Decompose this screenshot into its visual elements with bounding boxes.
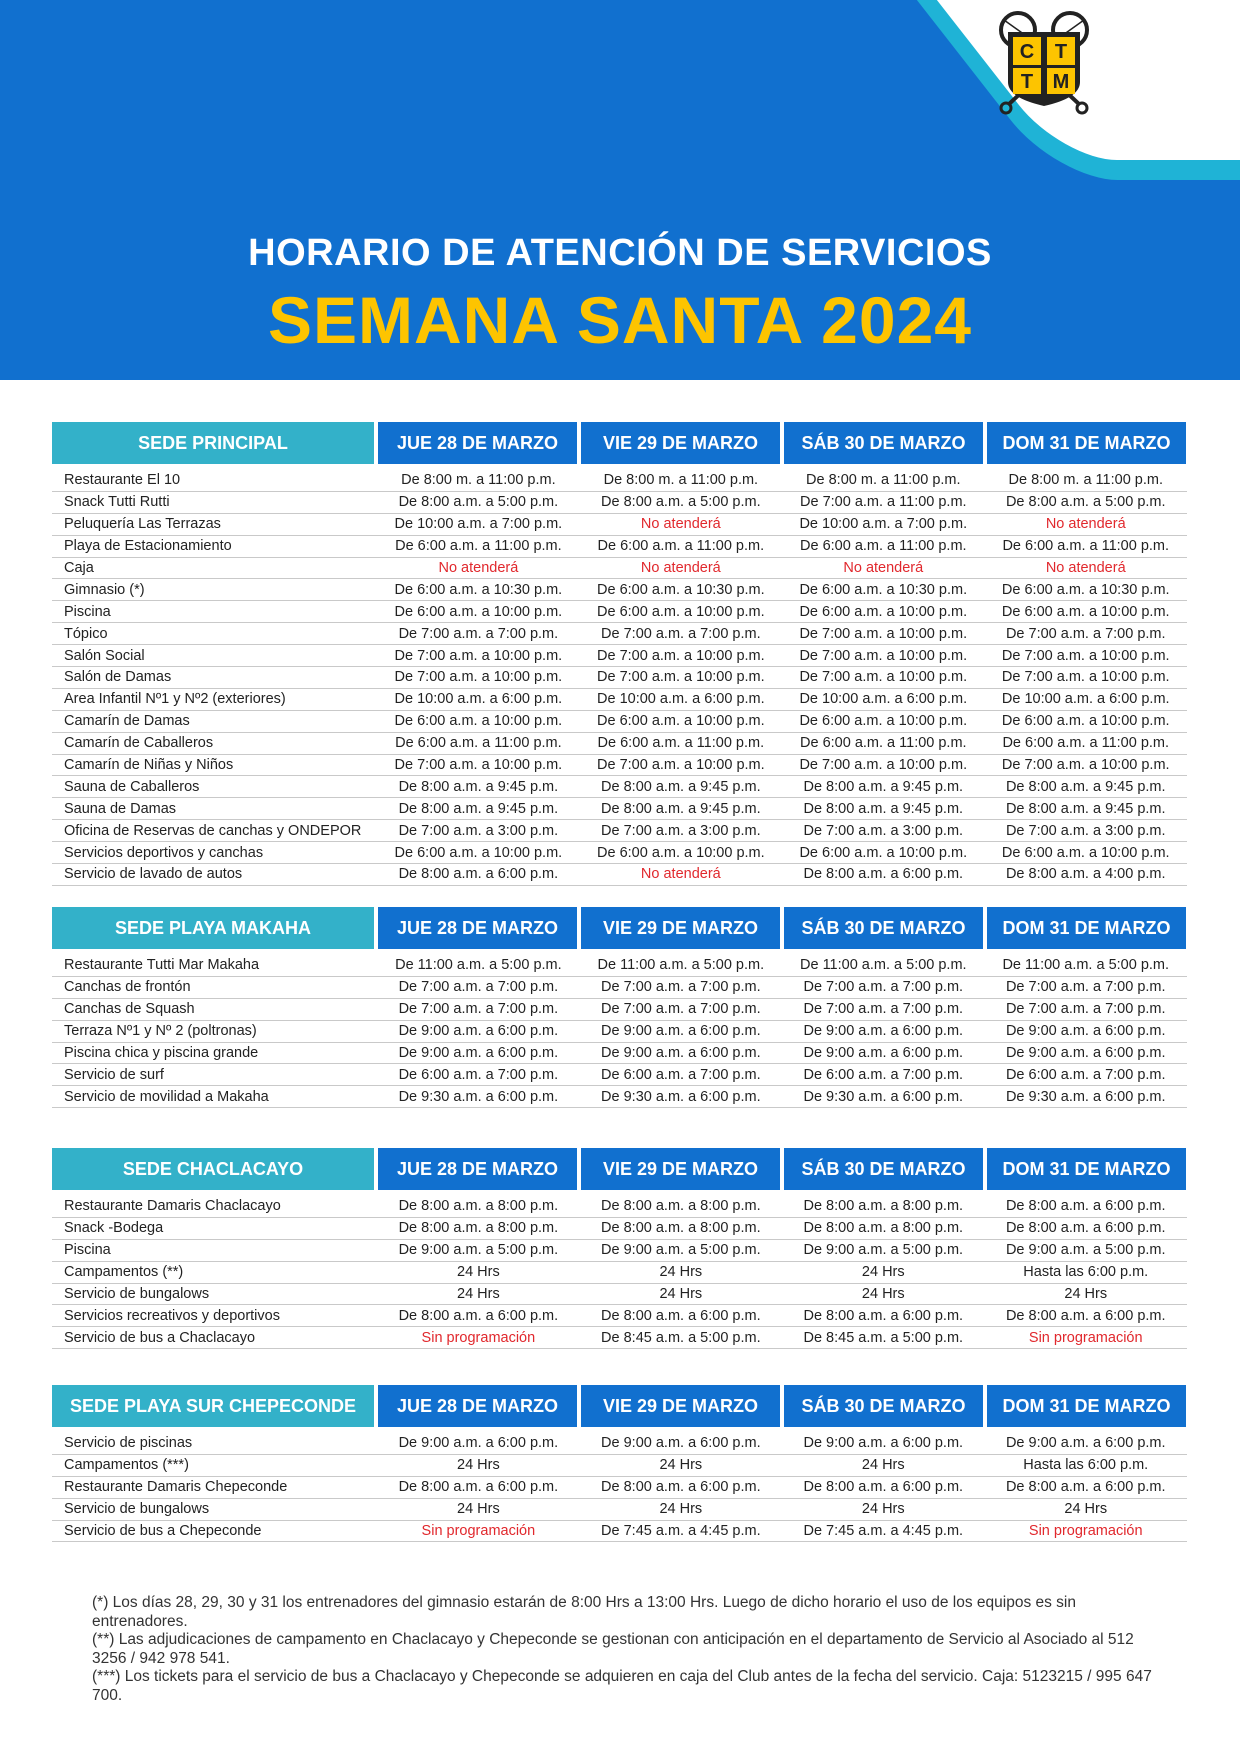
schedule-cell: Hasta las 6:00 p.m. — [1023, 1264, 1149, 1281]
schedule-cell: No atenderá — [1045, 516, 1126, 533]
schedule-cell: 24 Hrs — [457, 1501, 500, 1518]
schedule-cell: De 8:00 m. a 11:00 p.m. — [806, 472, 961, 489]
schedule-cell: De 11:00 a.m. a 5:00 p.m. — [597, 957, 765, 974]
schedule-cell: De 7:45 a.m. a 4:45 p.m. — [601, 1523, 761, 1539]
schedule-cell: De 9:30 a.m. a 6:00 p.m. — [803, 1088, 964, 1105]
schedule-cell: 24 Hrs — [1064, 1286, 1108, 1302]
section-rows — [52, 470, 1187, 886]
schedule-cell: 24 Hrs — [861, 1286, 905, 1302]
schedule-cell: De 6:00 a.m. a 10:00 p.m. — [597, 603, 765, 620]
schedule-cell: De 8:45 a.m. a 5:00 p.m. — [601, 1329, 761, 1346]
schedule-cell: De 8:00 a.m. a 6:00 p.m. — [398, 1479, 559, 1496]
table-row — [52, 558, 1187, 580]
schedule-cell: De 10:00 a.m. a 6:00 p.m. — [394, 691, 563, 708]
table-row — [52, 1327, 1187, 1349]
schedule-cell: 24 Hrs — [861, 1501, 905, 1518]
section-title: SEDE CHACLACAYO — [52, 1148, 374, 1190]
schedule-cell: De 8:00 a.m. a 9:45 p.m. — [398, 800, 559, 817]
service-name: Servicio de surf — [64, 1066, 164, 1083]
table-row — [52, 1305, 1187, 1327]
schedule-cell: De 6:00 a.m. a 10:30 p.m. — [1001, 581, 1170, 598]
schedule-cell: De 10:00 a.m. a 6:00 p.m. — [1001, 691, 1170, 708]
table-row — [52, 955, 1187, 977]
table-row — [52, 1433, 1187, 1455]
schedule-cell: De 6:00 a.m. a 10:00 p.m. — [394, 603, 563, 620]
section-title: SEDE PLAYA MAKAHA — [52, 907, 374, 949]
schedule-cell: De 8:00 m. a 11:00 p.m. — [603, 472, 759, 489]
service-name: Peluquería Las Terrazas — [64, 516, 221, 533]
day-header: DOM 31 DE MARZO — [987, 1385, 1186, 1427]
section-title: SEDE PRINCIPAL — [52, 422, 374, 464]
schedule-cell: De 6:00 a.m. a 11:00 p.m. — [1002, 735, 1170, 752]
schedule-cell: De 8:00 a.m. a 9:45 p.m. — [803, 778, 964, 795]
schedule-cell: De 7:00 a.m. a 7:00 p.m. — [601, 625, 761, 642]
service-name: Oficina de Reservas de canchas y ONDEPOR — [64, 822, 362, 839]
schedule-cell: De 7:00 a.m. a 7:00 p.m. — [601, 1001, 761, 1018]
schedule-cell: De 9:30 a.m. a 6:00 p.m. — [398, 1088, 559, 1105]
schedule-cell: De 10:00 a.m. a 7:00 p.m. — [799, 516, 968, 533]
schedule-cell: De 6:00 a.m. a 11:00 p.m. — [597, 735, 765, 752]
schedule-cell: Sin programación — [421, 1329, 536, 1346]
section-title: SEDE PLAYA SUR CHEPECONDE — [52, 1385, 374, 1427]
service-name: Restaurante Tutti Mar Makaha — [64, 957, 260, 974]
schedule-cell: De 6:00 a.m. a 10:30 p.m. — [597, 581, 765, 598]
schedule-cell: De 6:00 a.m. a 10:00 p.m. — [597, 713, 765, 730]
footnote-3: (***) Los tickets para el servicio de bus a Chaclacayo y Chepeconde se adquieren en caja del Club antes de la fecha del servicio. Caja: 5123215 / 995 647 700. — [92, 1668, 1152, 1704]
schedule-cell: De 6:00 a.m. a 11:00 p.m. — [395, 735, 562, 752]
day-header: JUE 28 DE MARZO — [378, 1385, 577, 1427]
svg-text:T: T — [1054, 41, 1068, 63]
table-row — [52, 1043, 1187, 1065]
schedule-cell: De 7:00 a.m. a 10:00 p.m. — [597, 647, 765, 664]
schedule-cell: De 7:00 a.m. a 10:00 p.m. — [394, 647, 563, 664]
schedule-cell: De 9:00 a.m. a 6:00 p.m. — [601, 1023, 761, 1040]
schedule-cell: De 7:00 a.m. a 7:00 p.m. — [1005, 1001, 1166, 1018]
service-name: Area Infantil Nº1 y Nº2 (exteriores) — [64, 691, 286, 708]
svg-text:C: C — [1019, 41, 1035, 63]
footnote-1: (*) Los días 28, 29, 30 y 31 los entrenadores del gimnasio estarán de 8:00 Hrs a 13:00 Hrs. Luego de dicho horario el uso de los equipos es sin entrenadores. — [92, 1594, 1076, 1630]
service-name: Campamentos (**) — [64, 1264, 184, 1281]
table-row — [52, 1021, 1187, 1043]
schedule-cell: De 8:00 a.m. a 5:00 p.m. — [601, 494, 761, 511]
schedule-cell: De 6:00 a.m. a 7:00 p.m. — [601, 1066, 761, 1083]
service-name: Piscina — [64, 603, 111, 620]
table-row — [52, 514, 1187, 536]
day-header: VIE 29 DE MARZO — [581, 907, 780, 949]
schedule-cell: De 8:00 a.m. a 8:00 p.m. — [601, 1220, 761, 1237]
schedule-cell: 24 Hrs — [659, 1457, 703, 1474]
service-name: Servicio de bungalows — [64, 1286, 210, 1302]
schedule-cell: 24 Hrs — [1064, 1501, 1108, 1518]
table-row — [52, 1477, 1187, 1499]
table-row — [52, 798, 1187, 820]
schedule-cell: De 8:00 a.m. a 5:00 p.m. — [1005, 494, 1166, 511]
schedule-cell: De 6:00 a.m. a 11:00 p.m. — [395, 538, 562, 555]
schedule-cell: De 8:00 a.m. a 9:45 p.m. — [601, 800, 761, 817]
schedule-cell: De 6:00 a.m. a 7:00 p.m. — [1005, 1066, 1166, 1083]
service-name: Canchas de Squash — [64, 1001, 195, 1018]
service-name: Salón de Damas — [64, 669, 172, 686]
schedule-cell: De 7:00 a.m. a 10:00 p.m. — [394, 669, 563, 686]
service-name: Sauna de Caballeros — [64, 778, 200, 795]
schedule-cell: De 7:00 a.m. a 7:00 p.m. — [398, 1001, 559, 1018]
table-row — [52, 1521, 1187, 1543]
service-name: Camarín de Caballeros — [64, 735, 214, 752]
service-name: Piscina — [64, 1242, 111, 1259]
schedule-cell: De 8:00 a.m. a 6:00 p.m. — [803, 1307, 964, 1324]
schedule-cell: De 8:00 a.m. a 6:00 p.m. — [803, 866, 964, 883]
schedule-cell: De 7:00 a.m. a 7:00 p.m. — [803, 979, 964, 996]
service-name: Caja — [64, 560, 94, 576]
schedule-cell: No atenderá — [843, 560, 924, 576]
day-header: VIE 29 DE MARZO — [581, 1385, 780, 1427]
table-row — [52, 755, 1187, 777]
schedule-cell: De 8:00 a.m. a 6:00 p.m. — [1005, 1198, 1166, 1215]
schedule-cell: De 6:00 a.m. a 10:30 p.m. — [394, 581, 563, 598]
service-name: Salón Social — [64, 647, 145, 664]
service-name: Gimnasio (*) — [64, 581, 145, 598]
schedule-cell: De 6:00 a.m. a 10:00 p.m. — [799, 713, 968, 730]
schedule-cell: De 9:00 a.m. a 6:00 p.m. — [1005, 1023, 1166, 1040]
schedule-cell: No atenderá — [640, 516, 721, 533]
table-row — [52, 842, 1187, 864]
schedule-cell: De 8:00 a.m. a 6:00 p.m. — [601, 1307, 761, 1324]
schedule-cell: De 8:00 a.m. a 8:00 p.m. — [398, 1220, 559, 1237]
table-row — [52, 536, 1187, 558]
service-name: Servicio de piscinas — [64, 1435, 193, 1452]
schedule-cell: Sin programación — [1028, 1523, 1143, 1539]
table-row — [52, 776, 1187, 798]
schedule-cell: De 11:00 a.m. a 5:00 p.m. — [1002, 957, 1170, 974]
table-row — [52, 820, 1187, 842]
schedule-section — [52, 422, 1187, 886]
schedule-cell: De 9:00 a.m. a 6:00 p.m. — [601, 1435, 761, 1452]
service-name: Campamentos (***) — [64, 1457, 189, 1474]
table-row — [52, 667, 1187, 689]
schedule-cell: De 9:00 a.m. a 5:00 p.m. — [1005, 1242, 1166, 1259]
schedule-cell: De 7:00 a.m. a 10:00 p.m. — [1001, 757, 1170, 774]
table-row — [52, 864, 1187, 886]
schedule-cell: 24 Hrs — [659, 1264, 703, 1281]
schedule-cell: De 6:00 a.m. a 10:00 p.m. — [1001, 844, 1170, 861]
title-line-2: SEMANA SANTA 2024 — [267, 283, 973, 357]
schedule-cell: De 8:45 a.m. a 5:00 p.m. — [803, 1329, 964, 1346]
day-header: DOM 31 DE MARZO — [987, 1148, 1186, 1190]
schedule-cell: No atenderá — [1045, 560, 1126, 576]
schedule-cell: De 8:00 a.m. a 8:00 p.m. — [601, 1198, 761, 1215]
service-name: Camarín de Damas — [64, 713, 190, 730]
schedule-cell: De 10:00 a.m. a 6:00 p.m. — [597, 691, 765, 708]
service-name: Terraza Nº1 y Nº 2 (poltronas) — [64, 1023, 257, 1040]
day-header: DOM 31 DE MARZO — [987, 907, 1186, 949]
table-row — [52, 733, 1187, 755]
schedule-cell: 24 Hrs — [659, 1286, 703, 1302]
table-row — [52, 711, 1187, 733]
schedule-cell: De 7:00 a.m. a 3:00 p.m. — [601, 822, 761, 839]
table-row — [52, 1284, 1187, 1306]
schedule-cell: De 8:00 a.m. a 6:00 p.m. — [398, 866, 559, 883]
schedule-cell: De 7:00 a.m. a 3:00 p.m. — [1005, 822, 1166, 839]
table-row — [52, 999, 1187, 1021]
footnotes — [92, 1594, 1162, 1705]
header-banner — [0, 0, 1240, 380]
schedule-cell: De 6:00 a.m. a 10:00 p.m. — [394, 713, 563, 730]
service-name: Camarín de Niñas y Niños — [64, 757, 234, 774]
schedule-section — [52, 907, 1187, 1108]
table-row — [52, 492, 1187, 514]
table-row — [52, 1262, 1187, 1284]
schedule-cell: De 8:00 a.m. a 9:45 p.m. — [398, 778, 559, 795]
schedule-cell: De 6:00 a.m. a 10:00 p.m. — [1001, 603, 1170, 620]
schedule-cell: De 6:00 a.m. a 10:00 p.m. — [394, 844, 563, 861]
schedule-cell: De 8:00 a.m. a 9:45 p.m. — [601, 778, 761, 795]
schedule-cell: De 9:00 a.m. a 6:00 p.m. — [803, 1045, 964, 1061]
day-header: SÁB 30 DE MARZO — [784, 1148, 983, 1190]
service-name: Servicios deportivos y canchas — [64, 844, 264, 861]
schedule-cell: De 6:00 a.m. a 10:00 p.m. — [799, 844, 968, 861]
schedule-cell: De 8:00 a.m. a 9:45 p.m. — [803, 800, 964, 817]
schedule-cell: De 9:00 a.m. a 5:00 p.m. — [601, 1242, 761, 1259]
service-name: Piscina chica y piscina grande — [64, 1045, 259, 1061]
table-row — [52, 1499, 1187, 1521]
service-name: Tópico — [64, 625, 108, 642]
schedule-cell: De 7:45 a.m. a 4:45 p.m. — [803, 1523, 964, 1539]
schedule-cell: De 9:00 a.m. a 5:00 p.m. — [398, 1242, 559, 1259]
schedule-cell: De 7:00 a.m. a 7:00 p.m. — [1005, 979, 1166, 996]
table-row — [52, 645, 1187, 667]
schedule-cell: De 8:00 a.m. a 6:00 p.m. — [398, 1307, 559, 1324]
schedule-cell: De 7:00 a.m. a 7:00 p.m. — [398, 625, 559, 642]
table-row — [52, 1064, 1187, 1086]
table-row — [52, 977, 1187, 999]
schedule-cell: De 7:00 a.m. a 10:00 p.m. — [597, 757, 765, 774]
schedule-cell: 24 Hrs — [861, 1457, 905, 1474]
schedule-cell: 24 Hrs — [457, 1264, 500, 1281]
service-name: Servicio de bungalows — [64, 1501, 210, 1518]
schedule-cell: De 9:00 a.m. a 6:00 p.m. — [398, 1023, 559, 1040]
schedule-cell: De 6:00 a.m. a 7:00 p.m. — [803, 1066, 964, 1083]
day-header: VIE 29 DE MARZO — [581, 422, 780, 464]
schedule-cell: De 7:00 a.m. a 10:00 p.m. — [1001, 669, 1170, 686]
table-row — [52, 601, 1187, 623]
cttm-logo — [994, 10, 1094, 120]
schedule-cell: De 8:00 a.m. a 9:45 p.m. — [1005, 778, 1166, 795]
service-name: Sauna de Damas — [64, 800, 177, 817]
schedule-cell: Sin programación — [421, 1523, 536, 1539]
schedule-section — [52, 1385, 1187, 1542]
table-row — [52, 1086, 1187, 1108]
schedule-section — [52, 1148, 1187, 1349]
schedule-cell: De 8:00 a.m. a 6:00 p.m. — [601, 1479, 761, 1496]
schedule-cell: De 9:30 a.m. a 6:00 p.m. — [601, 1088, 761, 1105]
schedule-cell: De 7:00 a.m. a 10:00 p.m. — [394, 757, 563, 774]
schedule-cell: De 9:00 a.m. a 6:00 p.m. — [398, 1045, 559, 1061]
schedule-cell: De 11:00 a.m. a 5:00 p.m. — [395, 957, 562, 974]
section-header — [52, 907, 1187, 949]
schedule-cell: De 8:00 a.m. a 6:00 p.m. — [803, 1479, 964, 1496]
day-header: SÁB 30 DE MARZO — [784, 422, 983, 464]
footnote-2: (**) Las adjudicaciones de campamento en Chaclacayo y Chepeconde se gestionan con anticipación en el departamento de Servicio al Asociado al 512 3256 / 942 978 541. — [92, 1631, 1134, 1667]
day-header: JUE 28 DE MARZO — [378, 422, 577, 464]
schedule-cell: De 7:00 a.m. a 7:00 p.m. — [601, 979, 761, 996]
service-name: Snack Tutti Rutti — [64, 494, 170, 511]
schedule-cell: De 9:00 a.m. a 5:00 p.m. — [803, 1242, 964, 1259]
schedule-cell: De 9:30 a.m. a 6:00 p.m. — [1005, 1088, 1166, 1105]
service-name: Canchas de frontón — [64, 979, 191, 996]
service-name: Restaurante Damaris Chepeconde — [64, 1479, 288, 1496]
schedule-cell: De 9:00 a.m. a 6:00 p.m. — [1005, 1045, 1166, 1061]
table-row — [52, 1218, 1187, 1240]
schedule-cell: De 8:00 a.m. a 8:00 p.m. — [803, 1220, 964, 1237]
schedule-cell: De 6:00 a.m. a 11:00 p.m. — [597, 538, 765, 555]
schedule-cell: De 7:00 a.m. a 7:00 p.m. — [398, 979, 559, 996]
schedule-cell: De 8:00 a.m. a 9:45 p.m. — [1005, 800, 1166, 817]
schedule-cell: De 6:00 a.m. a 10:00 p.m. — [1001, 713, 1170, 730]
table-row — [52, 689, 1187, 711]
schedule-cell: De 7:00 a.m. a 3:00 p.m. — [803, 822, 964, 839]
day-header: VIE 29 DE MARZO — [581, 1148, 780, 1190]
schedule-cell: De 8:00 a.m. a 8:00 p.m. — [398, 1198, 559, 1215]
schedule-cell: No atenderá — [640, 560, 721, 576]
schedule-cell: 24 Hrs — [861, 1264, 905, 1281]
schedule-cell: No atenderá — [438, 560, 519, 576]
schedule-cell: De 6:00 a.m. a 10:30 p.m. — [799, 581, 968, 598]
schedule-cell: 24 Hrs — [457, 1286, 500, 1302]
day-header: DOM 31 DE MARZO — [987, 422, 1186, 464]
service-name: Servicio de lavado de autos — [64, 866, 243, 883]
schedule-cell: De 10:00 a.m. a 7:00 p.m. — [394, 516, 563, 533]
schedule-cell: De 6:00 a.m. a 11:00 p.m. — [800, 735, 967, 752]
service-name: Playa de Estacionamiento — [64, 538, 232, 555]
day-header: SÁB 30 DE MARZO — [784, 907, 983, 949]
service-name: Snack -Bodega — [64, 1220, 164, 1237]
schedule-cell: De 9:00 a.m. a 6:00 p.m. — [1005, 1435, 1166, 1452]
svg-text:M: M — [1052, 71, 1070, 93]
schedule-cell: De 8:00 a.m. a 4:00 p.m. — [1005, 866, 1166, 883]
service-name: Servicio de bus a Chepeconde — [64, 1523, 262, 1539]
service-name: Restaurante Damaris Chaclacayo — [64, 1198, 281, 1215]
schedule-cell: De 9:00 a.m. a 6:00 p.m. — [803, 1023, 964, 1040]
service-name: Restaurante El 10 — [64, 472, 181, 489]
schedule-cell: De 6:00 a.m. a 11:00 p.m. — [1002, 538, 1170, 555]
schedule-cell: De 9:00 a.m. a 6:00 p.m. — [803, 1435, 964, 1452]
day-header: JUE 28 DE MARZO — [378, 907, 577, 949]
table-row — [52, 623, 1187, 645]
schedule-cell: De 6:00 a.m. a 10:00 p.m. — [597, 844, 765, 861]
schedule-cell: De 8:00 a.m. a 6:00 p.m. — [1005, 1220, 1166, 1237]
table-row — [52, 579, 1187, 601]
day-header: JUE 28 DE MARZO — [378, 1148, 577, 1190]
schedule-cell: De 7:00 a.m. a 7:00 p.m. — [803, 1001, 964, 1018]
svg-text:T: T — [1020, 71, 1034, 93]
schedule-cell: De 7:00 a.m. a 10:00 p.m. — [799, 625, 968, 642]
schedule-cell: De 8:00 m. a 11:00 p.m. — [401, 472, 556, 489]
section-rows — [52, 1433, 1187, 1542]
service-name: Servicios recreativos y deportivos — [64, 1307, 280, 1324]
schedule-cell: De 8:00 m. a 11:00 p.m. — [1008, 472, 1163, 489]
schedule-cell: De 7:00 a.m. a 10:00 p.m. — [799, 669, 968, 686]
schedule-cell: De 7:00 a.m. a 10:00 p.m. — [799, 757, 968, 774]
schedule-cell: De 9:00 a.m. a 6:00 p.m. — [398, 1435, 559, 1452]
schedule-cell: De 7:00 a.m. a 11:00 p.m. — [800, 494, 967, 511]
schedule-cell: De 7:00 a.m. a 3:00 p.m. — [398, 822, 559, 839]
schedule-cell: De 6:00 a.m. a 11:00 p.m. — [800, 538, 967, 555]
schedule-cell: De 8:00 a.m. a 6:00 p.m. — [1005, 1307, 1166, 1324]
schedule-cell: De 7:00 a.m. a 10:00 p.m. — [799, 647, 968, 664]
section-rows — [52, 1196, 1187, 1349]
section-header — [52, 1148, 1187, 1190]
service-name: Servicio de bus a Chaclacayo — [64, 1329, 256, 1346]
service-name: Servicio de movilidad a Makaha — [64, 1088, 269, 1105]
table-row — [52, 1240, 1187, 1262]
schedule-cell: De 8:00 a.m. a 8:00 p.m. — [803, 1198, 964, 1215]
schedule-cell: De 7:00 a.m. a 10:00 p.m. — [1001, 647, 1170, 664]
table-row — [52, 1455, 1187, 1477]
schedule-cell: De 6:00 a.m. a 7:00 p.m. — [398, 1066, 559, 1083]
schedule-cell: De 11:00 a.m. a 5:00 p.m. — [800, 957, 967, 974]
schedule-cell: Sin programación — [1028, 1329, 1143, 1346]
schedule-cell: De 8:00 a.m. a 5:00 p.m. — [398, 494, 559, 511]
table-row — [52, 470, 1187, 492]
day-header: SÁB 30 DE MARZO — [784, 1385, 983, 1427]
title-line-1: HORARIO DE ATENCIÓN DE SERVICIOS — [248, 232, 992, 274]
schedule-cell: De 10:00 a.m. a 6:00 p.m. — [799, 691, 968, 708]
schedule-cell: De 7:00 a.m. a 7:00 p.m. — [1005, 625, 1166, 642]
schedule-cell: De 9:00 a.m. a 6:00 p.m. — [601, 1045, 761, 1061]
schedule-cell: De 8:00 a.m. a 6:00 p.m. — [1005, 1479, 1166, 1496]
section-header — [52, 422, 1187, 464]
section-rows — [52, 955, 1187, 1108]
schedule-cell: De 6:00 a.m. a 10:00 p.m. — [799, 603, 968, 620]
schedule-cell: 24 Hrs — [457, 1457, 500, 1474]
schedule-cell: Hasta las 6:00 p.m. — [1023, 1457, 1149, 1474]
schedule-cell: No atenderá — [640, 866, 721, 883]
schedule-cell: 24 Hrs — [659, 1501, 703, 1518]
table-row — [52, 1196, 1187, 1218]
schedule-cell: De 7:00 a.m. a 10:00 p.m. — [597, 669, 765, 686]
section-header — [52, 1385, 1187, 1427]
